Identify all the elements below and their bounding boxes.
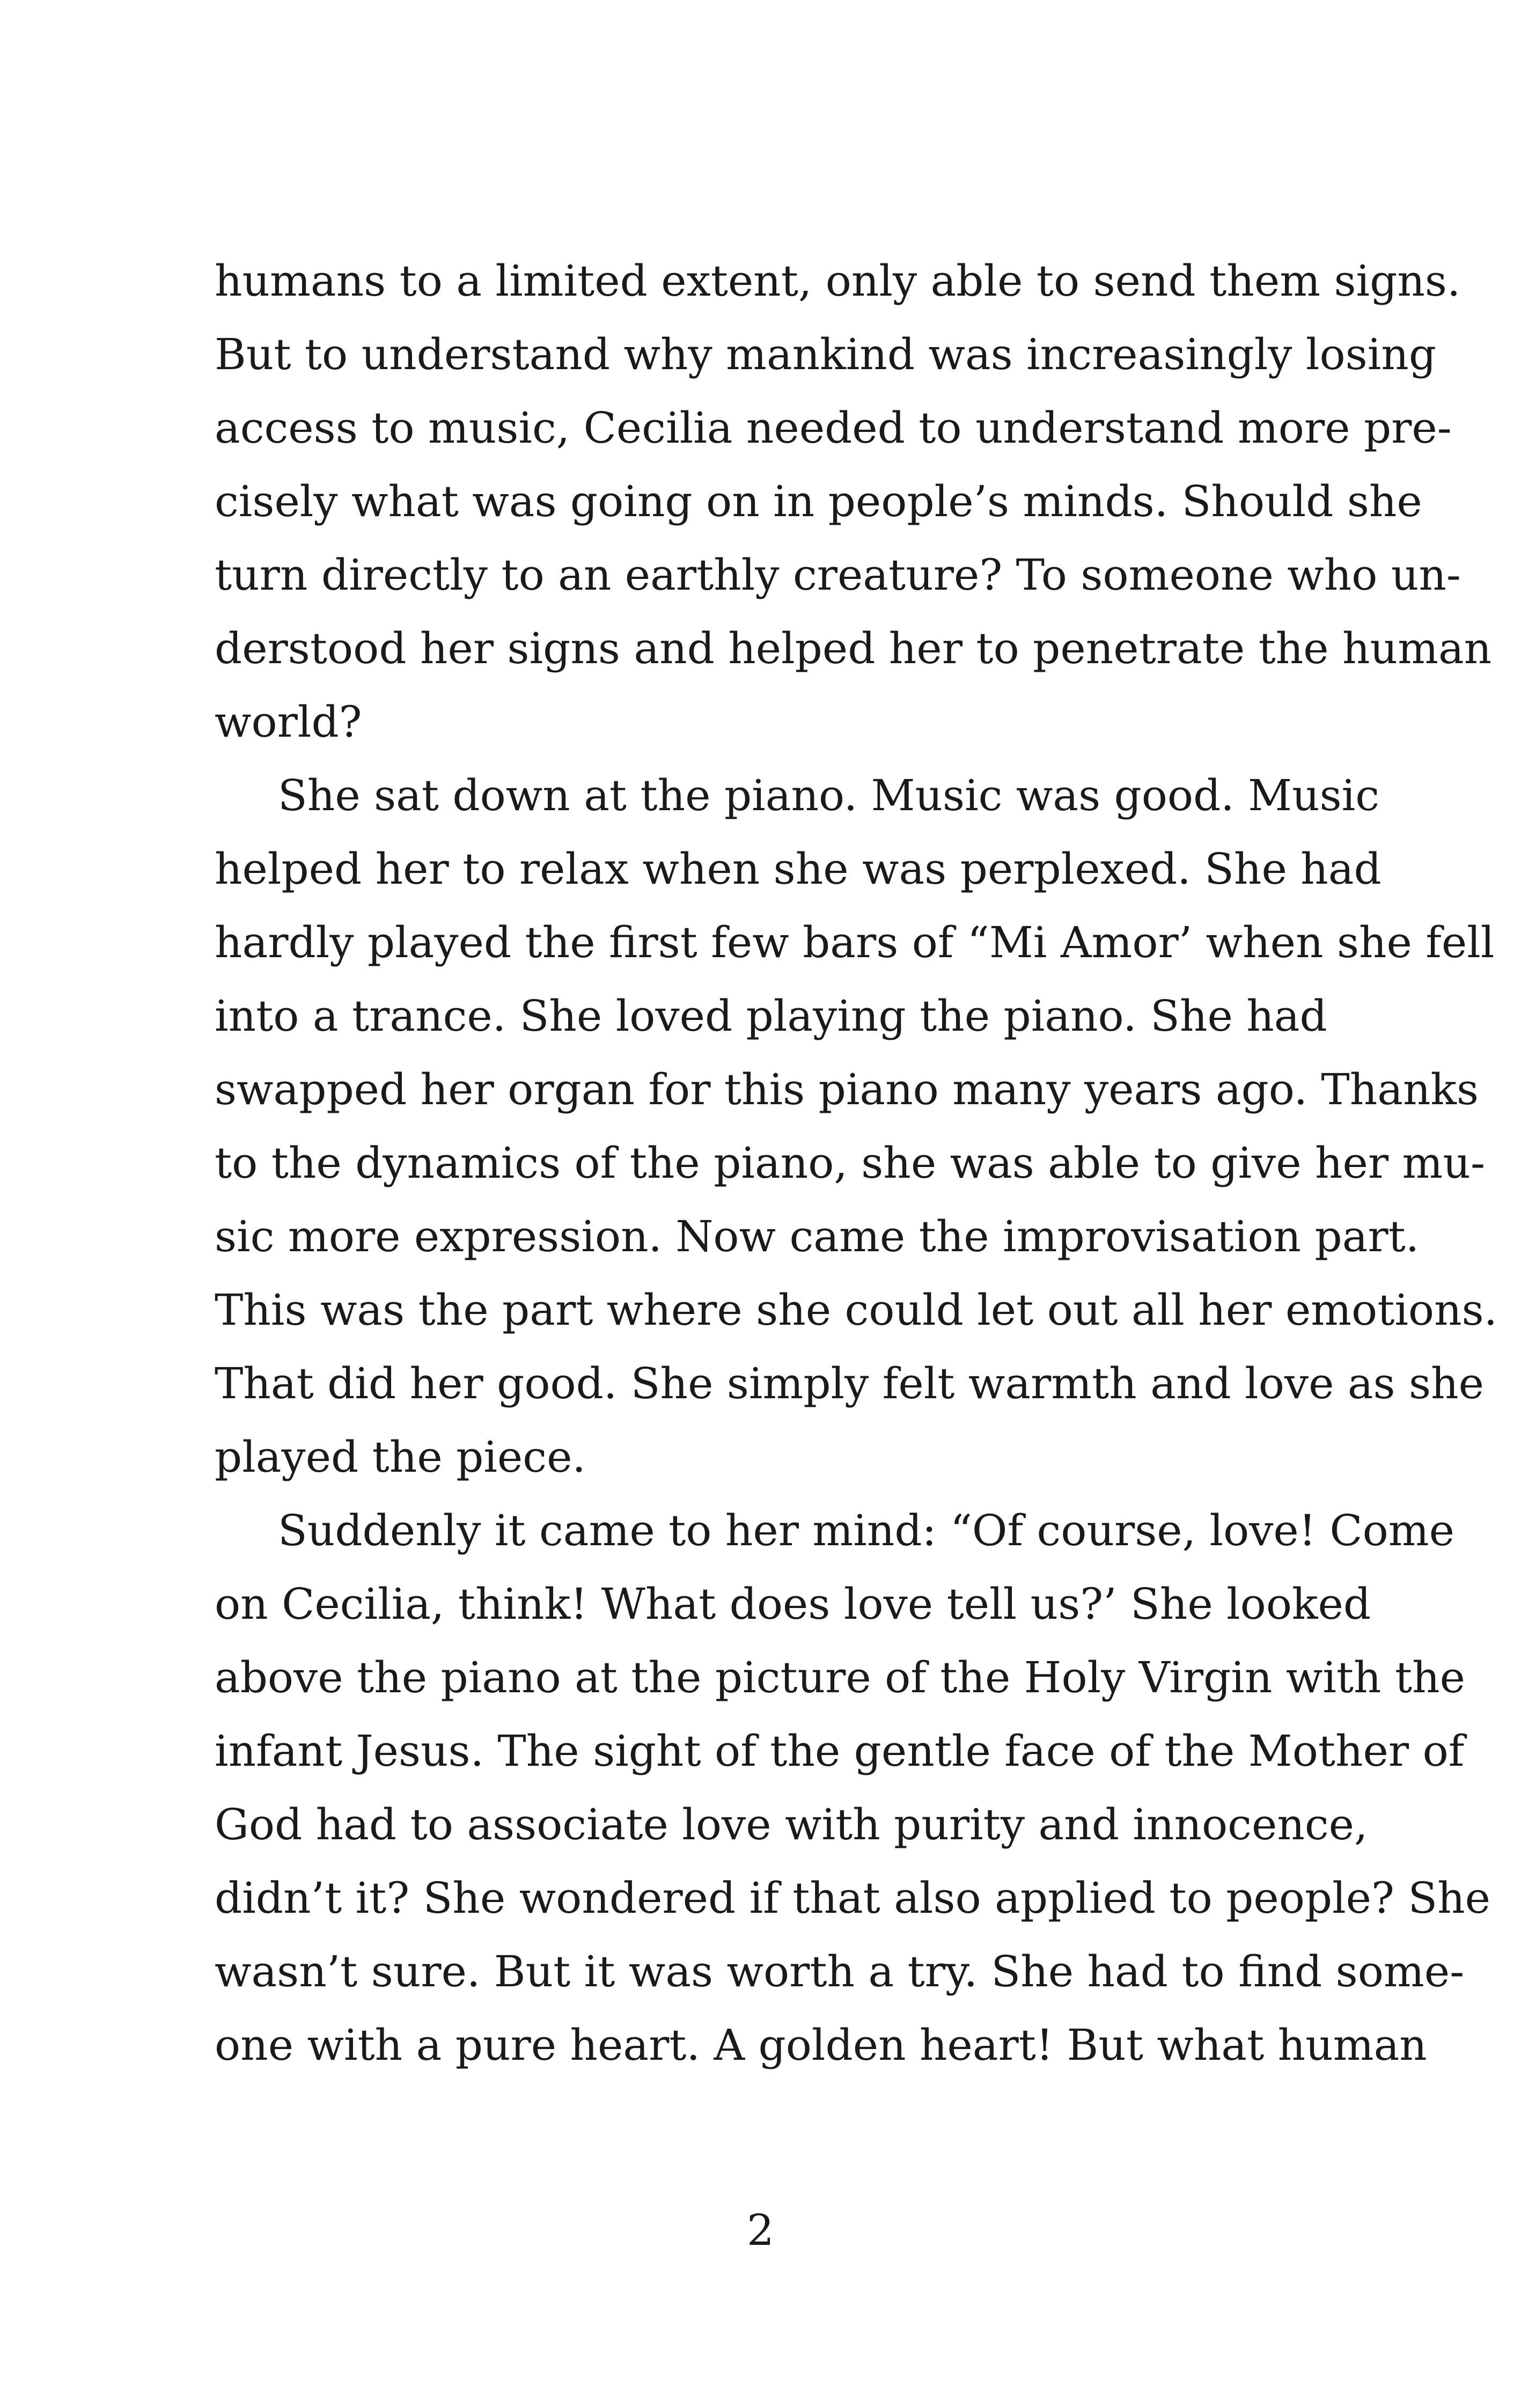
text-line: sic more expression. Now came the improvisation part. [215,1212,1420,1261]
text-line: Suddenly it came to her mind: “Of course, love! Come [278,1506,1454,1555]
body-text [215,244,1498,2082]
text-line: infant Jesus. The sight of the gentle face of the Mother of [215,1726,1465,1776]
text-line: turn directly to an earthly creature? To someone who un- [215,550,1461,600]
text-line: God had to associate love with purity and innocence, [215,1800,1368,1849]
text-line: hardly played the first few bars of “Mi Amor’ when she fell [215,917,1495,967]
text-line: humans to a limited extent, only able to send them signs. [215,256,1461,306]
text-line: derstood her signs and helped her to penetrate the human [215,623,1492,673]
text-line: access to music, Cecilia needed to understand more pre- [215,403,1452,453]
text-line: She sat down at the piano. Music was good. Music [278,770,1380,820]
text-line: into a trance. She loved playing the piano. She had [215,991,1327,1041]
text-line: played the piece. [215,1432,586,1482]
text-line: That did her good. She simply felt warmth and love as she [215,1359,1484,1408]
text-line: wasn’t sure. But it was worth a try. She had to find some- [215,1947,1465,1996]
text-line: on Cecilia, think! What does love tell us?’ She looked [215,1579,1371,1629]
page-number: 2 [747,2205,774,2255]
text-line: But to understand why mankind was increasingly losing [215,329,1437,379]
text-line: cisely what was going on in people’s minds. Should she [215,476,1422,526]
text-line: swapped her organ for this piano many years ago. Thanks [215,1064,1479,1114]
text-line: world? [215,697,362,747]
text-line: This was the part where she could let out all her emotions. [215,1285,1498,1335]
text-line: helped her to relax when she was perplexed. She had [215,844,1382,894]
text-line: above the piano at the picture of the Holy Virgin with the [215,1653,1466,1702]
text-line: didn’t it? She wondered if that also applied to people? She [215,1873,1491,1923]
text-line: to the dynamics of the piano, she was able to give her mu- [215,1138,1485,1188]
text-line: one with a pure heart. A golden heart! But what human [215,2020,1427,2070]
